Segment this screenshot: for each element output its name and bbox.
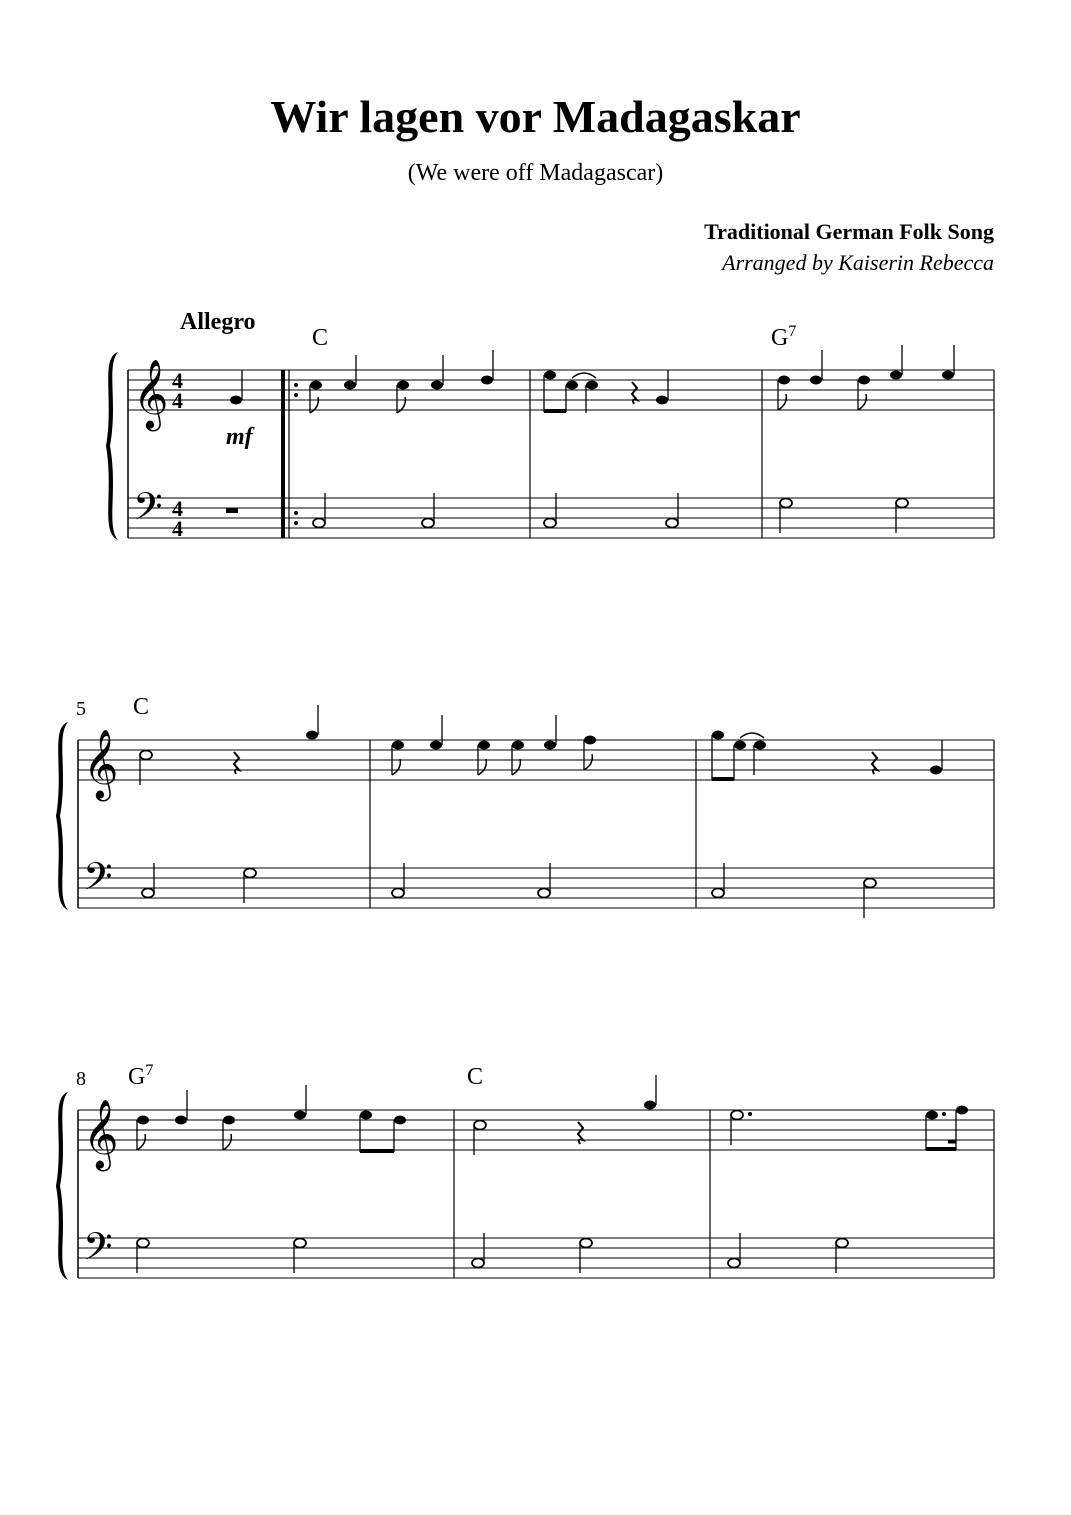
- measure-10-treble: [731, 1106, 968, 1152]
- repeat-start: [283, 370, 298, 538]
- bass-clef-icon: 𝄢: [83, 856, 113, 907]
- measure-9-bass: [472, 1233, 592, 1273]
- measure-5-bass: [142, 863, 256, 903]
- brace: [56, 722, 68, 910]
- chord-symbol: [771, 323, 796, 351]
- measure-6-treble: [392, 715, 596, 775]
- svg-text:4: 4: [172, 388, 183, 413]
- brace: [56, 1092, 68, 1280]
- chord-root: G: [771, 325, 789, 351]
- note: [230, 396, 242, 405]
- bass-clef-icon: 𝄢: [133, 486, 163, 537]
- chord-symbol: C: [312, 325, 329, 351]
- dynamic-marking: mf: [226, 424, 253, 450]
- bass-staff: [78, 868, 994, 908]
- chord-symbol: [128, 1062, 153, 1090]
- time-signature: [172, 368, 183, 541]
- measure-5-treble: [140, 705, 318, 785]
- page-subtitle: (We were off Madagascar): [407, 160, 664, 186]
- brace: [106, 352, 118, 540]
- system-1: [106, 309, 994, 541]
- rest: [226, 508, 238, 513]
- page-title: Wir lagen vor Madagaskar: [270, 91, 801, 142]
- treble-staff: [78, 740, 994, 780]
- chord-extension: 7: [145, 1062, 154, 1079]
- svg-text:4: 4: [172, 516, 183, 541]
- bass-staff: [128, 498, 994, 538]
- measure-9-treble: [474, 1075, 656, 1155]
- chord-symbol: C: [467, 1064, 484, 1090]
- treble-clef-icon: 𝄞: [83, 731, 119, 797]
- tempo-marking: Allegro: [180, 309, 256, 335]
- treble-clef-icon: 𝄞: [133, 361, 169, 427]
- measure-1-treble: [310, 350, 493, 413]
- measure-8-treble: [137, 1085, 406, 1153]
- chord-extension: 7: [788, 323, 797, 340]
- chord-root: G: [128, 1064, 146, 1090]
- svg-text:4: 4: [172, 496, 183, 521]
- measure-7-bass: [712, 863, 876, 918]
- treble-staff: [78, 1110, 994, 1150]
- bass-clef-icon: 𝄢: [83, 1226, 113, 1277]
- chord-symbol: C: [133, 694, 150, 720]
- measure-7-treble: [712, 731, 942, 782]
- bass-staff: [78, 1238, 994, 1278]
- treble-clef-icon: 𝄞: [83, 1101, 119, 1167]
- composer-credit: Traditional German Folk Song: [704, 219, 994, 244]
- arranger-credit: Arranged by Kaiserin Rebecca: [722, 250, 994, 275]
- system-3: [56, 1062, 994, 1280]
- system-2: [56, 694, 994, 918]
- measure-number: 8: [76, 1068, 86, 1090]
- measure-2-treble: [544, 370, 668, 413]
- svg-text:4: 4: [172, 368, 183, 393]
- measure-number: 5: [76, 698, 86, 720]
- measure-10-bass: [728, 1233, 848, 1273]
